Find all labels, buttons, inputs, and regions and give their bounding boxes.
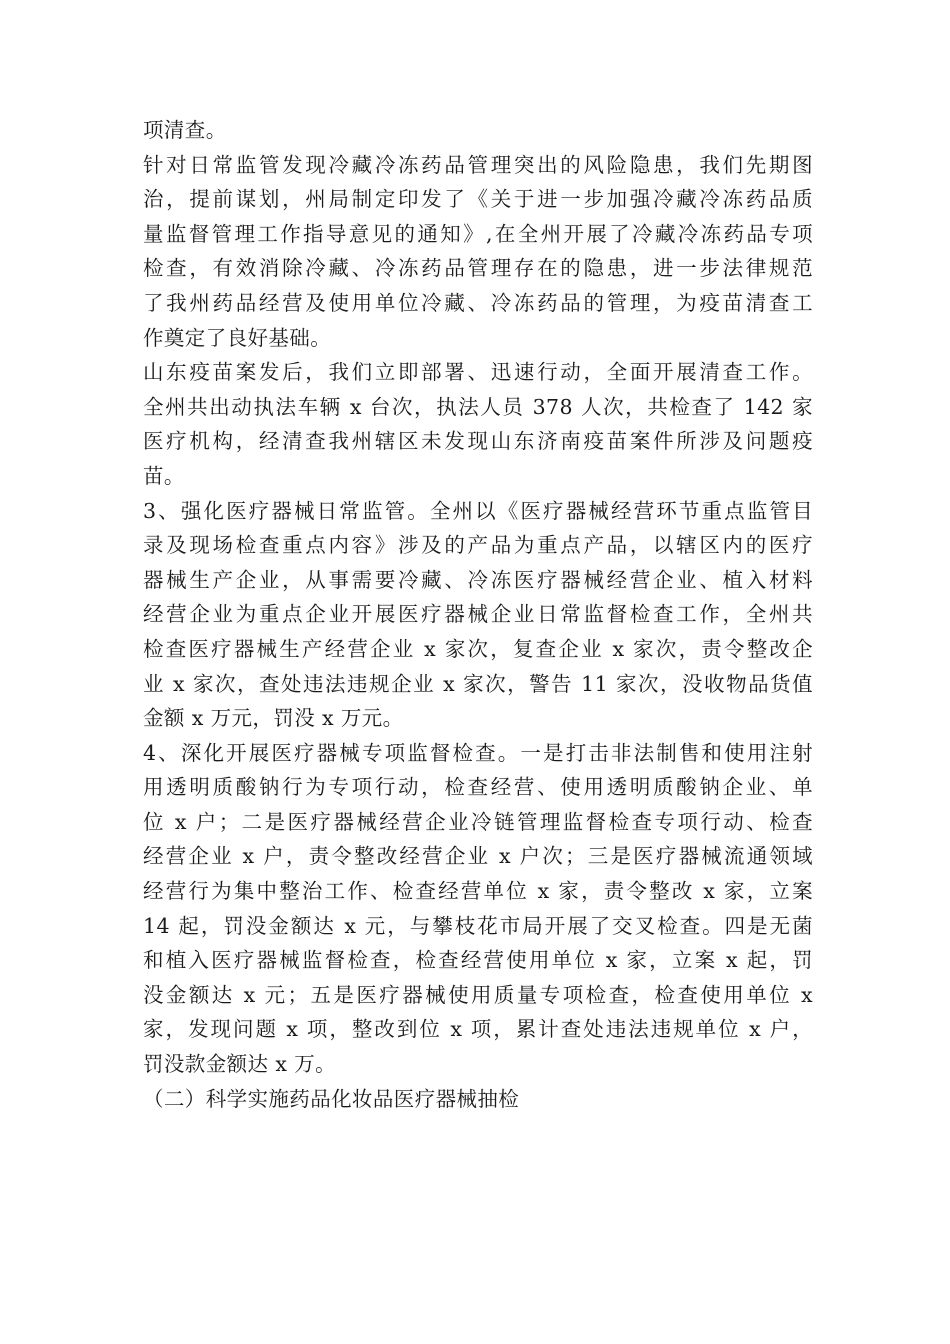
text-line: 经营企业 x 户，责令整改经营企业 x 户次；三是医疗器械流通领域 [143,844,813,869]
text-line: （二）科学实施药品化妆品医疗器械抽检 [143,1086,520,1111]
text-line: 14 起，罚没金额达 x 元，与攀枝花市局开展了交叉检查。四是无菌 [143,913,813,938]
text-line: 检查医疗器械生产经营企业 x 家次，复查企业 x 家次，责令整改企 [143,636,813,661]
text-line: 4、深化开展医疗器械专项监督检查。一是打击非法制售和使用注射 [143,740,813,765]
text-line: 治，提前谋划，州局制定印发了《关于进一步加强冷藏冷冻药品质 [143,187,813,212]
text-line: 经营企业为重点企业开展医疗器械企业日常监督检查工作，全州共 [143,602,813,627]
text-line: 山东疫苗案发后，我们立即部署、迅速行动，全面开展清查工作。 [143,360,813,385]
text-line: 家，发现问题 x 项，整改到位 x 项，累计查处违法违规单位 x 户， [143,1017,813,1042]
text-line: 作奠定了良好基础。 [143,325,332,350]
text-line: 量监督管理工作指导意见的通知》,在全州开展了冷藏冷冻药品专项 [143,221,813,246]
text-line: 没金额达 x 元；五是医疗器械使用质量专项检查，检查使用单位 x [143,982,813,1007]
text-line: 针对日常监管发现冷藏冷冻药品管理突出的风险隐患，我们先期图 [143,152,813,177]
text-line: 和植入医疗器械监督检查，检查经营使用单位 x 家，立案 x 起，罚 [143,948,813,973]
text-line: 器械生产企业，从事需要冷藏、冷冻医疗器械经营企业、植入材料 [143,567,813,592]
text-line: 用透明质酸钠行为专项行动，检查经营、使用透明质酸钠企业、单 [143,775,813,800]
text-line: 经营行为集中整治工作、检查经营单位 x 家，责令整改 x 家，立案 [143,879,813,904]
text-line: 医疗机构，经清查我州辖区未发现山东济南疫苗案件所涉及问题疫 [143,429,813,454]
text-line: 罚没款金额达 x 万。 [143,1052,336,1077]
text-line: 录及现场检查重点内容》涉及的产品为重点产品，以辖区内的医疗 [143,533,813,558]
text-line: 项清查。 [143,118,227,142]
text-line: 3、强化医疗器械日常监管。全州以《医疗器械经营环节重点监管目 [143,498,813,523]
text-line: 苗。 [143,463,185,488]
text-line: 了我州药品经营及使用单位冷藏、冷冻药品的管理，为疫苗清查工 [143,290,813,315]
document-body [143,113,813,1116]
text-line: 业 x 家次，查处违法违规企业 x 家次，警告 11 家次，没收物品货值 [143,671,813,696]
text-line: 位 x 户；二是医疗器械经营企业冷链管理监督检查专项行动、检查 [143,809,813,834]
text-line: 金额 x 万元，罚没 x 万元。 [143,706,404,731]
text-line: 全州共出动执法车辆 x 台次，执法人员 378 人次，共检查了 142 家 [143,394,813,419]
text-line: 检查，有效消除冷藏、冷冻药品管理存在的隐患，进一步法律规范 [143,256,813,281]
